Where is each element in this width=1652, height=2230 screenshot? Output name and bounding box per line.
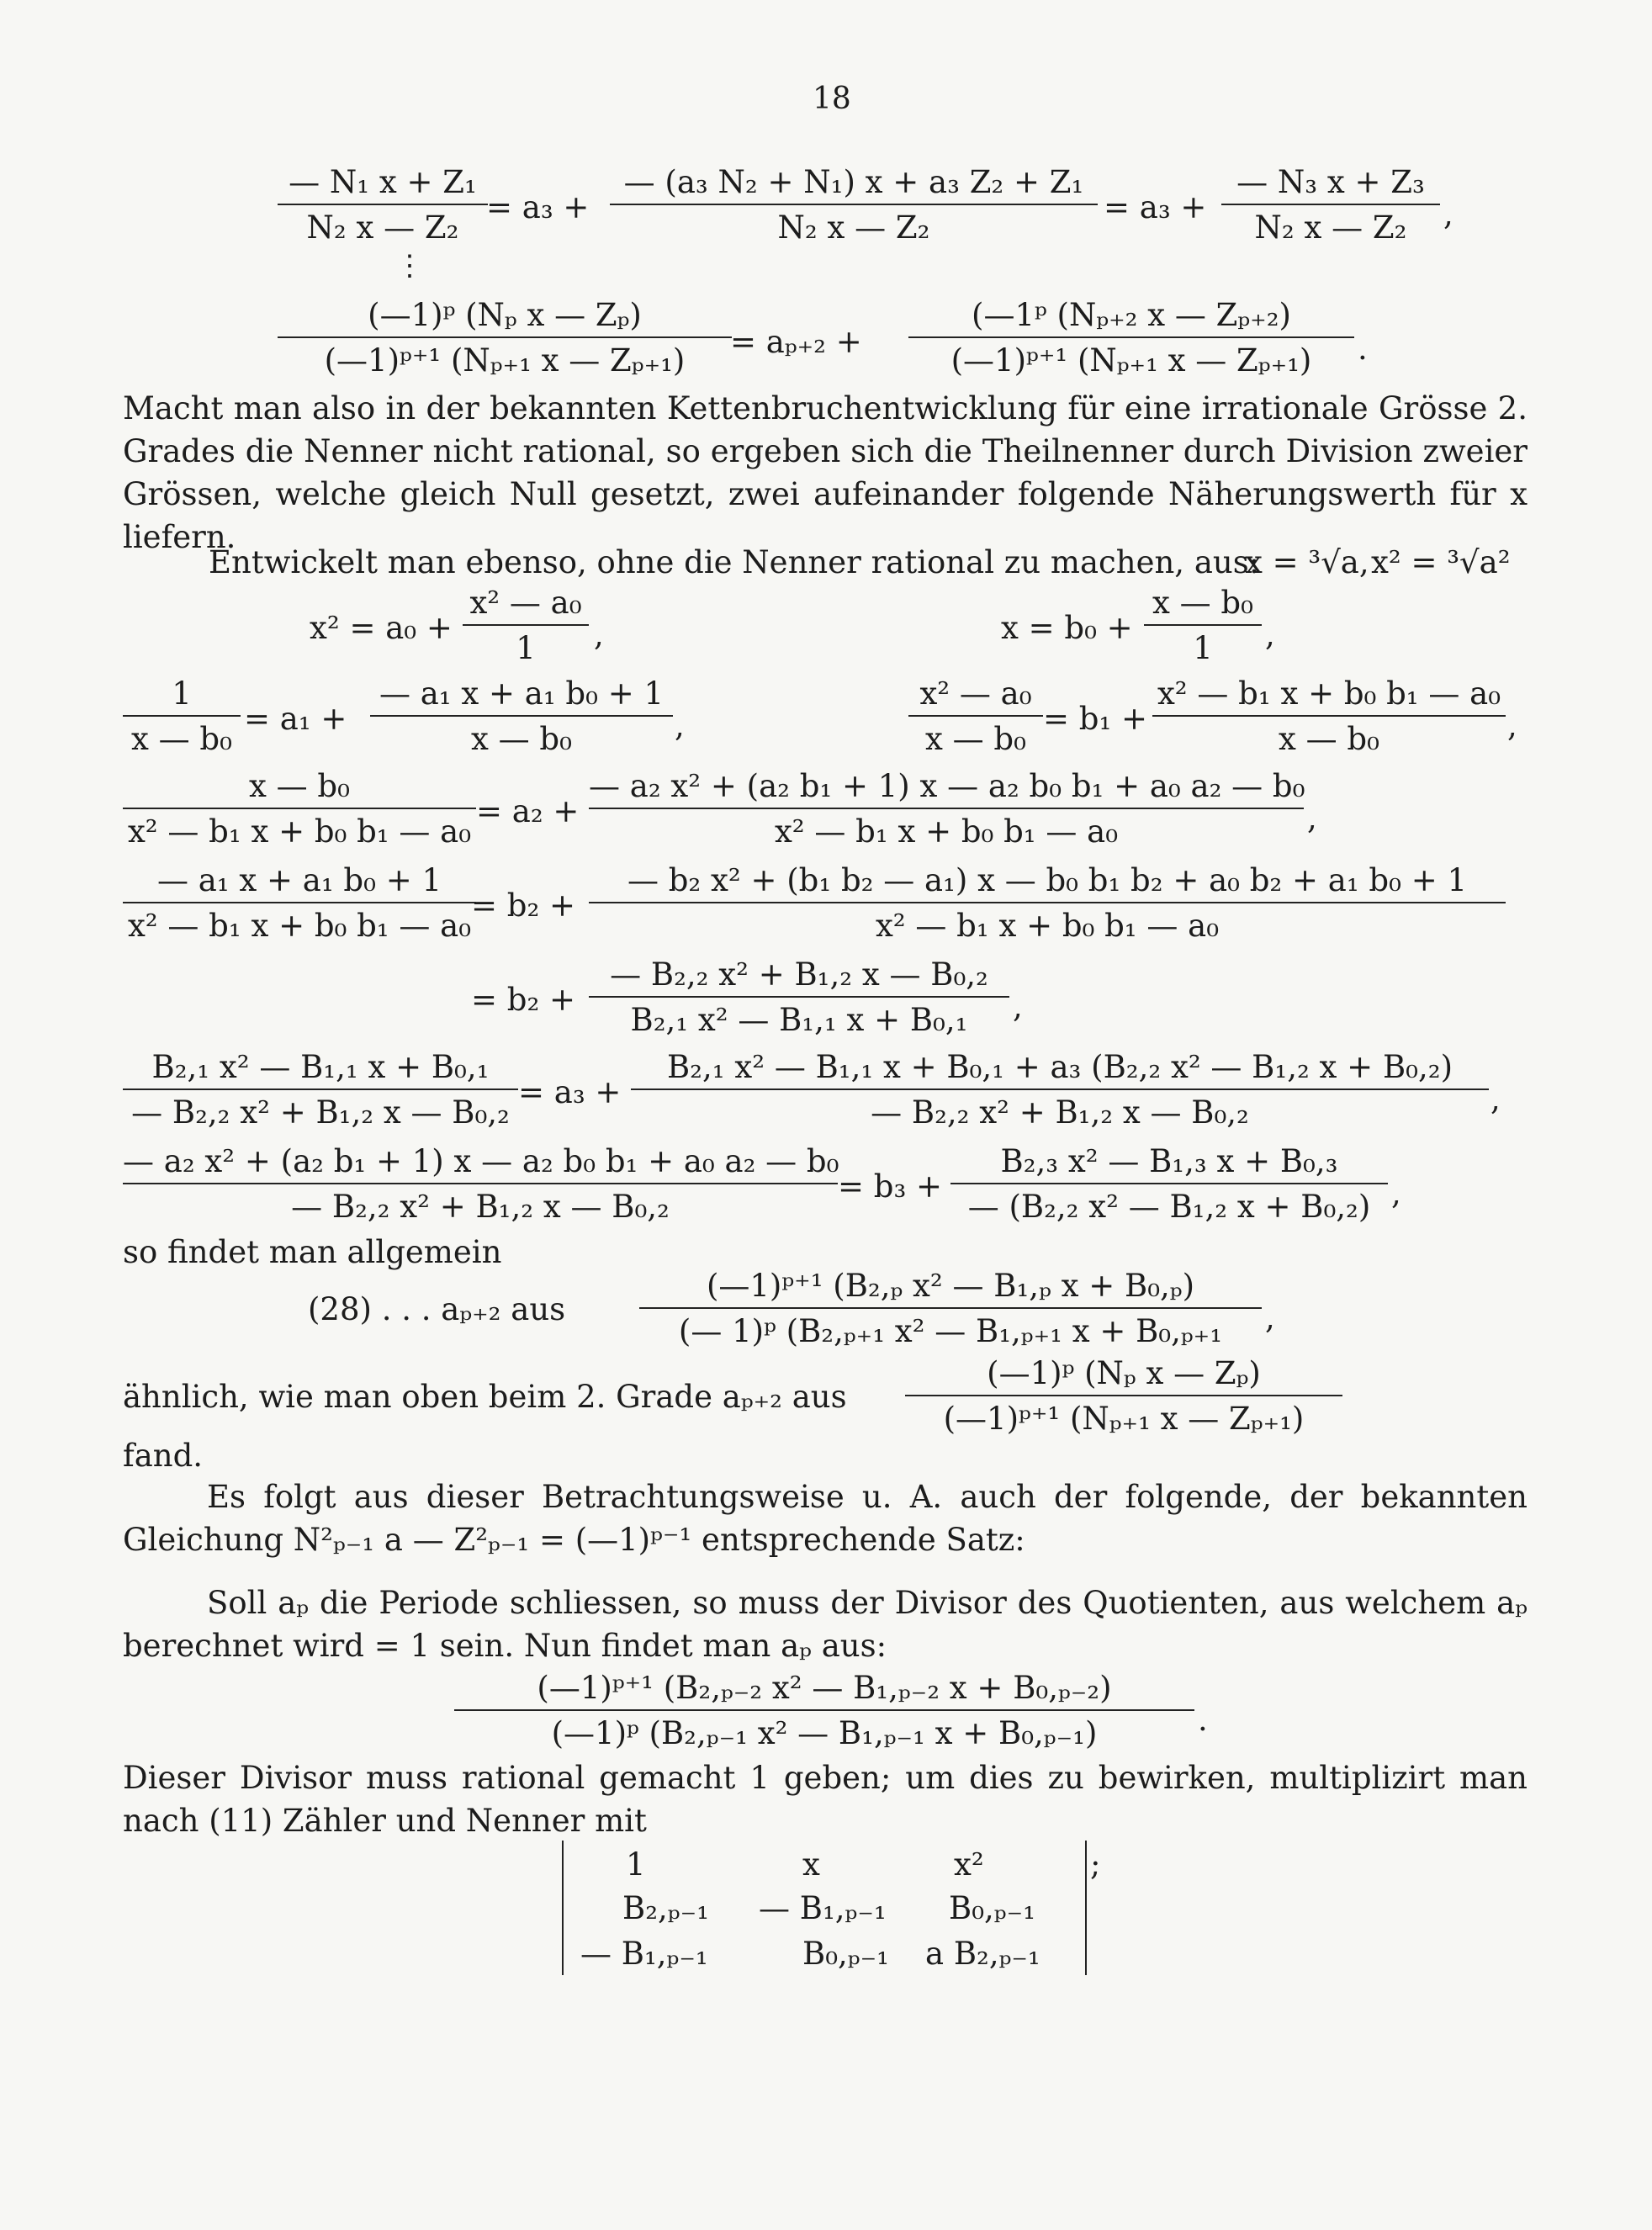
matrix-cell: — B₁,ₚ₋₁ xyxy=(580,1936,708,1972)
fraction-bar xyxy=(123,902,476,903)
fraction-bar xyxy=(639,1307,1262,1309)
fraction-bar xyxy=(631,1089,1489,1090)
fraction: — a₁ x + a₁ b₀ + 1 x — b₀ xyxy=(370,678,673,762)
paragraph-3: Soll aₚ die Periode schliessen, so muss der Divisor des Quotienten, aus welchem aₚ berechnet wird = 1 sein. Nun findet man aₚ aus: xyxy=(123,1585,1528,1664)
fraction: — N₃ x + Z₃ N₂ x — Z₂ xyxy=(1221,167,1440,251)
fraction-bar xyxy=(589,996,1009,998)
fraction-bar xyxy=(905,1395,1342,1396)
fraction: — a₂ x² + (a₂ b₁ + 1) x — a₂ b₀ b₁ + a₀ a₂ — b₀ x² — b₁ x + b₀ b₁ — a₀ xyxy=(589,768,1305,850)
fand-text: fand. xyxy=(123,1438,204,1474)
matrix-cell: — B₁,ₚ₋₁ xyxy=(759,1890,887,1926)
fraction-bar xyxy=(278,336,732,338)
matrix-cell: x² xyxy=(954,1846,984,1883)
fraction-bar xyxy=(370,715,673,717)
fraction: (—1)ᵖ⁺¹ (B₂,ₚ₋₂ x² — B₁,ₚ₋₂ x + B₀,ₚ₋₂) (—1)ᵖ (B₂,ₚ₋₁ x² — B₁,ₚ₋₁ x + B₀,ₚ₋₁) xyxy=(454,1672,1194,1756)
fraction-bar xyxy=(123,1089,518,1090)
fraction: (—1)ᵖ⁺¹ (B₂,ₚ x² — B₁,ₚ x + B₀,ₚ) (— 1)ᵖ (B₂,ₚ₊₁ x² — B₁,ₚ₊₁ x + B₀,ₚ₊₁ xyxy=(639,1270,1262,1354)
matrix-cell: 1 xyxy=(626,1846,646,1883)
fraction: — a₁ x + a₁ b₀ + 1 x² — b₁ x + b₀ b₁ — a₀ xyxy=(123,865,476,949)
fraction-bar xyxy=(123,808,476,809)
cube-root-a-squared: x² = ³√a² xyxy=(1371,544,1511,580)
fraction: 1 x — b₀ xyxy=(123,678,241,762)
matrix-cell: B₀,ₚ₋₁ xyxy=(802,1936,889,1972)
cube-root-a: x = ³√a, xyxy=(1245,544,1369,580)
matrix-cell: a B₂,ₚ₋₁ xyxy=(925,1936,1040,1972)
fraction-bar xyxy=(1221,204,1440,205)
fraction: (—1)ᵖ (Nₚ x — Zₚ) (—1)ᵖ⁺¹ (Nₚ₊₁ x — Zₚ₊₁) xyxy=(905,1358,1342,1442)
matrix-cell: x xyxy=(802,1846,820,1883)
fraction: x² — a₀ 1 xyxy=(463,587,589,671)
entwickelt-text: Entwickelt man ebenso, ohne die Nenner rational zu machen, aus: xyxy=(209,544,1260,580)
fraction: — B₂,₂ x² + B₁,₂ x — B₀,₂ B₂,₁ x² — B₁,₁ x + B₀,₁ xyxy=(589,959,1009,1043)
fraction: x — b₀ 1 xyxy=(1144,587,1262,671)
fraction: x² — a₀ x — b₀ xyxy=(908,678,1043,762)
fraction-bar xyxy=(123,715,241,717)
fraction: — b₂ x² + (b₁ b₂ — a₁) x — b₀ b₁ b₂ + a₀ b₂ + a₁ b₀ + 1 x² — b₁ x + b₀ b₁ — a₀ xyxy=(589,865,1506,949)
book-page: 18 — N₁ x + Z₁ N₂ x — Z₂ = a₃ + — (a₃ N₂ + N₁) x + a₃ Z₂ + Z₁ N₂ x — Z₂ = a₃ + — N₃ x + Z₃ N₂ x — Z₂ , ⋮ (—1)ᵖ (Nₚ x — Zₚ) (—1)ᵖ⁺¹ (Nₚ₊₁ x — Zₚ₊₁) = aₚ₊₂ + (—1ᵖ (Nₚ₊₂ x — Zₚ₊₂) (—1)ᵖ⁺¹ (Nₚ₊₁ x — Zₚ₊₁) . Macht man also in der bekannten Kettenbruchentwicklung für eine irrationale Grösse 2. Grades die Nenner nicht rational, so ergeben sich die Theilnenner durch Division zweier Grössen, welche gleich Null gesetzt, zwei aufeinander folgende Näherungswerth für x liefern. Entwickelt man ebenso, ohne die Nenner rational zu machen, aus: x = ³√a, x² = ³√a² x² = a₀ + x² — a₀ 1 , x = b₀ + x — b₀ 1 , 1 x — b₀ = a₁ + — a₁ x + a₁ b₀ + 1 x — b₀ , x² — a₀ x — b₀ = b₁ + x² — b₁ x + b₀ b₁ — a₀ x — b₀ , x — b₀ x² — b₁ x + b₀ b₁ — a₀ = a₂ + — a₂ x² + (a₂ b₁ + 1) x — a₂ b₀ b₁ + a₀ a₂ — b₀ x² — b₁ x + b₀ b₁ — a₀ , — a₁ x + a₁ b₀ + 1 x² — b₁ x + b₀ b₁ — a₀ = b₂ + — b₂ x² + (b₁ b₂ — a₁) x — b₀ b₁ b₂ + a₀ b₂ + a₁ b₀ + 1 x² — b₁ x + b₀ b₁ — a₀ = b₂ + — B₂,₂ x² + B₁,₂ x — B₀,₂ B₂,₁ x² — B₁,₁ x + B₀,₁ , B₂,₁ x² — B₁,₁ x + B₀,₁ — B₂,₂ x² + B₁,₂ x — B₀,₂ = a₃ + B₂,₁ x² — B₁,₁ x + B₀,₁ + a₃ (B₂,₂ x² — B₁,₂ x + B₀,₂) — B₂,₂ x² + B₁,₂ x — B₀,₂ , — a₂ x² + (a₂ b₁ + 1) x — a₂ b₀ b₁ + a₀ a₂ — b₀ — B₂,₂ x² + B₁,₂ x — B₀,₂ = b₃ + B₂,₃ x² — B₁,₃ x + B₀,₃ — (B₂,₂ x² — B₁,₂ x + B₀,₂) , so findet man allgemein (28) . . . aₚ₊₂ aus (—1)ᵖ⁺¹ (B₂,ₚ x² — B₁,ₚ x + B₀,ₚ) (— 1)ᵖ (B₂,ₚ₊₁ x² — B₁,ₚ₊₁ x + B₀,ₚ₊₁ , ähnlich, wie man oben beim 2. Grade aₚ₊₂ aus (—1)ᵖ (Nₚ x — Zₚ) (—1)ᵖ⁺¹ (Nₚ₊₁ x — Zₚ₊₁) fand. Es folgt aus dieser Betrachtungsweise u. A. auch der folgende, der bekannten Gleichung N²ₚ₋₁ a — Z²ₚ₋₁ = (—1)ᵖ⁻¹ entsprechende Satz: Soll aₚ die Periode schliessen, so muss der Divisor des Quotienten, aus welchem aₚ berechnet wird = 1 sein. Nun findet man aₚ aus: (—1)ᵖ⁺¹ (B₂,ₚ₋₂ x² — B₁,ₚ₋₂ x + B₀,ₚ₋₂) (—1)ᵖ (B₂,ₚ₋₁ x² — B₁,ₚ₋₁ x + B₀,ₚ₋₁) . Dieser Divisor muss rational gemacht 1 geben; um dies zu bewirken, multiplizirt man nach (11) Zähler und Nenner mit 1 x x² B₂,ₚ₋₁ — B₁,ₚ₋₁ B₀,ₚ₋₁ — B₁,ₚ₋₁ B₀,ₚ₋₁ a B₂,ₚ₋₁ ; xyxy=(0,0,1652,2230)
fraction-bar xyxy=(908,715,1043,717)
fraction-bar xyxy=(1144,624,1262,626)
fraction-bar xyxy=(454,1709,1194,1711)
fraction: B₂,₁ x² — B₁,₁ x + B₀,₁ + a₃ (B₂,₂ x² — B₁,₂ x + B₀,₂) — B₂,₂ x² + B₁,₂ x — B₀,₂ xyxy=(631,1051,1489,1136)
matrix-semicolon: ; xyxy=(1090,1846,1101,1883)
fraction: x — b₀ x² — b₁ x + b₀ b₁ — a₀ xyxy=(123,771,476,855)
fraction: B₂,₃ x² — B₁,₃ x + B₀,₃ — (B₂,₂ x² — B₁,₂ x + B₀,₂) xyxy=(950,1146,1388,1230)
fraction-bar xyxy=(278,204,488,205)
fraction-bar xyxy=(950,1183,1388,1184)
paragraph-2: Es folgt aus dieser Betrachtungsweise u. A. auch der folgende, der bekannten Gleichung N²ₚ₋₁ a — Z²ₚ₋₁ = (—1)ᵖ⁻¹ entsprechende Satz: xyxy=(123,1479,1528,1558)
fraction: (—1ᵖ (Nₚ₊₂ x — Zₚ₊₂) (—1)ᵖ⁺¹ (Nₚ₊₁ x — Zₚ₊₁) xyxy=(908,299,1354,384)
fraction-bar xyxy=(1152,715,1506,717)
matrix-cell: B₀,ₚ₋₁ xyxy=(949,1890,1035,1926)
fraction-bar xyxy=(463,624,589,626)
fraction-bar xyxy=(123,1183,838,1184)
matrix-cell: B₂,ₚ₋₁ xyxy=(622,1890,709,1926)
fraction-bar xyxy=(908,336,1354,338)
fraction-bar xyxy=(610,204,1098,205)
fraction-bar xyxy=(589,902,1506,903)
paragraph-4: Dieser Divisor muss rational gemacht 1 geben; um dies zu bewirken, multiplizirt man nach (11) Zähler und Nenner mit xyxy=(123,1760,1528,1839)
fraction: — N₁ x + Z₁ N₂ x — Z₂ xyxy=(278,167,488,251)
vertical-ellipsis: ⋮ xyxy=(395,249,424,283)
so-findet-text: so findet man allgemein xyxy=(123,1234,502,1270)
fraction: — (a₃ N₂ + N₁) x + a₃ Z₂ + Z₁ N₂ x — Z₂ xyxy=(610,167,1098,251)
fraction: B₂,₁ x² — B₁,₁ x + B₀,₁ — B₂,₂ x² + B₁,₂ x — B₀,₂ xyxy=(123,1051,518,1136)
fraction: (—1)ᵖ (Nₚ x — Zₚ) (—1)ᵖ⁺¹ (Nₚ₊₁ x — Zₚ₊₁) xyxy=(278,299,732,384)
fraction: — a₂ x² + (a₂ b₁ + 1) x — a₂ b₀ b₁ + a₀ a₂ — b₀ — B₂,₂ x² + B₁,₂ x — B₀,₂ xyxy=(123,1143,839,1225)
fraction-bar xyxy=(589,808,1304,809)
determinant-matrix xyxy=(562,1841,1087,1975)
fraction: x² — b₁ x + b₀ b₁ — a₀ x — b₀ xyxy=(1152,678,1506,762)
paragraph-1: Macht man also in der bekannten Kettenbruchentwicklung für eine irrationale Grösse 2. Grades die Nenner nicht rational, so ergeben sich die Theilnenner durch Division zweier Grössen, welche gleich Null gesetzt, zwei aufeinander folgende Näherungswerth für x liefern. xyxy=(123,390,1528,555)
page-number: 18 xyxy=(813,82,851,116)
